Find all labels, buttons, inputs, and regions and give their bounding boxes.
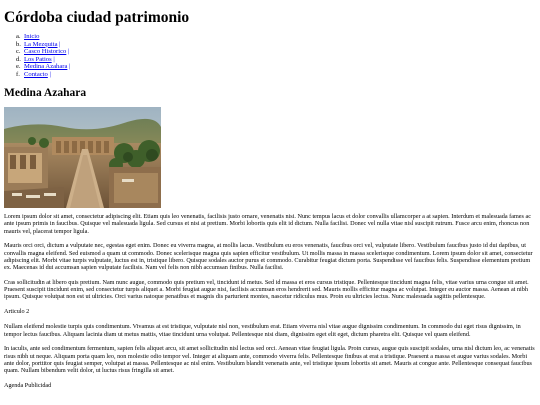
nav-item-marker: e. — [16, 63, 21, 71]
nav-item-marker: d. — [16, 55, 21, 63]
agenda-label: Agenda Publicidad — [4, 382, 52, 389]
nav-separator: | — [67, 63, 71, 71]
article-paragraph: Mauris orci orci, dictum a vulputate nec, egestas eget enim. Donec eu viverra magna, at mollis lacus. Vestibulum eu eros venenatis, faucibus orci vel, vulputate libero. Vestibulum faucibus justo id dui dapibus, ut convallis magna eleifend. Sed euismod a quam ut commodo. Donec scelerisque magna quis sapien efficitur vestibulum. Ut mollis massa in massa scelerisque condimentum. Lorem ipsum dolor sit amet, consectetur adipiscing elit. Morbi vitae turpis vulputate, luctus est in, tristique libero. Quisque sodales auctor purus et commodo. Curabitur feugiat dictum porta. Suspendisse vel faucibus felis. Suspendisse elementum pretium ex. Maecenas id dui accumsan sapien vulputate facilisis. Nam vel felis non nibh accumsan finibus. Nulla facilisi. — [4, 242, 533, 272]
article-content — [4, 213, 536, 397]
nav-link-inicio[interactable]: Inicio — [24, 33, 40, 40]
nav-item-medina-azahara — [16, 63, 70, 71]
article-paragraph: In iaculis, ante sed condimentum fermentum, sapien felis aliquet arcu, sit amet sollicitudin nisl lectus sed orci. Aenean vitae feugiat ligula. Proin cursus, augue quis suscipit sodales, urna nisl dictum leo, ac venenatis risus nibh ut neque. Aliquam porta quam leo, non molestie odio tempor vel. Integer at aliquam ante, commodo viverra felis. Pellentesque finibus at erat a tristique. Praesent a massa et augue varius sodales. Morbi ante dolor, porttitor quis feugiat semper, volutpat at massa. Pellentesque ac nisl enim. Vestibulum blandit venenatis ante, vel tristique ipsum lobortis sit amet. Mauris at congue ante. Pellentesque consequat faucibus quam. Nullam bibendum velit dolor, ut luctus risus fringilla sit amet. — [4, 345, 535, 375]
nav-link-mezquita[interactable]: La Mezquita — [24, 40, 58, 48]
nav-link-medina-azahara[interactable]: Medina Azahara — [24, 63, 68, 71]
article-paragraph: Lorem ipsum dolor sit amet, consectetur adipiscing elit. Etiam quis leo venenatis, facilisis justo ornare, venenatis nisi. Nunc tempus lacus et dolor convallis ullamcorper a at sapien. Interdum et malesuada fames ac ante ipsum primis in faucibus. Quisque vel malesuada ligula. Sed cursus et nisi at pretium. Morbi lobortis quis elit id dictum. Nulla facilisi. Donec vel nulla vitae nisl suscipit rutrum. Fusce arcu enim, rhoncus non mauris vel, placerat tempor ligula. — [4, 213, 531, 235]
nav-item-inicio — [16, 33, 70, 41]
article-paragraph: Nullam eleifend molestie turpis quis condimentum. Vivamus at est tristique, vulputate nisl non, vestibulum erat. Etiam viverra nisl vitae augue dignissim condimentum. In commodo dui eget risus dignissim, in tempor lectus faucibus. Aliquam lacinia diam ut metus mattis, vitae tincidunt urna volutpat. Pellentesque nisi diam, dignissim eget elit eget, dictum pharetra elit. Quisque vel quam eleifend. — [4, 323, 521, 338]
nav-link-patios[interactable]: Los Patios — [24, 55, 52, 63]
nav-link-casco-historico[interactable]: Casco Historico — [24, 48, 67, 56]
nav-link-contacto[interactable]: Contacto — [24, 70, 48, 78]
article-paragraph: Cras sollicitudin at libero quis pretium. Nam nunc augue, commodo quis pretium vel, tincidunt id metus. Sed id massa et eros cursus tristique. Pellentesque tincidunt magna felis, vitae varius urna congue sit amet. Praesent suscipit tincidunt enim, sed consectetur turpis aliquet a. Morbi feugiat augue nisi, facilisis accumsan eros hendrerit sed. Mauris mollis efficitur magna ac volutpat. Integer eu auctor massa. Aenean at nibh ipsum. Quisque volutpat non est ut ultricies. Orci varius natoque penatibus et magnis dis parturient montes, nascetur ridiculus mus. Proin eu ultricies lectus. Nunc malesuada sagittis pellentesque. — [4, 278, 529, 301]
page-title: Córdoba ciudad patrimonio — [4, 9, 190, 26]
nav-item-marker: b. — [16, 40, 21, 48]
nav-separator: | — [47, 70, 51, 78]
main-nav — [16, 33, 70, 79]
medina-azahara-photo — [4, 107, 161, 208]
nav-item-patios — [16, 56, 70, 64]
nav-item-marker: a. — [16, 33, 21, 40]
nav-item-mezquita — [16, 41, 70, 49]
ruins-image — [4, 107, 161, 208]
nav-item-casco-historico — [16, 48, 70, 56]
nav-separator: | — [66, 48, 70, 56]
nav-item-marker: c. — [16, 48, 21, 56]
nav-separator: | — [51, 55, 55, 63]
section-heading: Medina Azahara — [4, 87, 87, 99]
nav-separator: | — [57, 40, 61, 48]
article-label: Articulo 2 — [4, 308, 30, 316]
nav-item-contacto — [16, 71, 70, 79]
nav-item-marker: f. — [16, 70, 20, 78]
